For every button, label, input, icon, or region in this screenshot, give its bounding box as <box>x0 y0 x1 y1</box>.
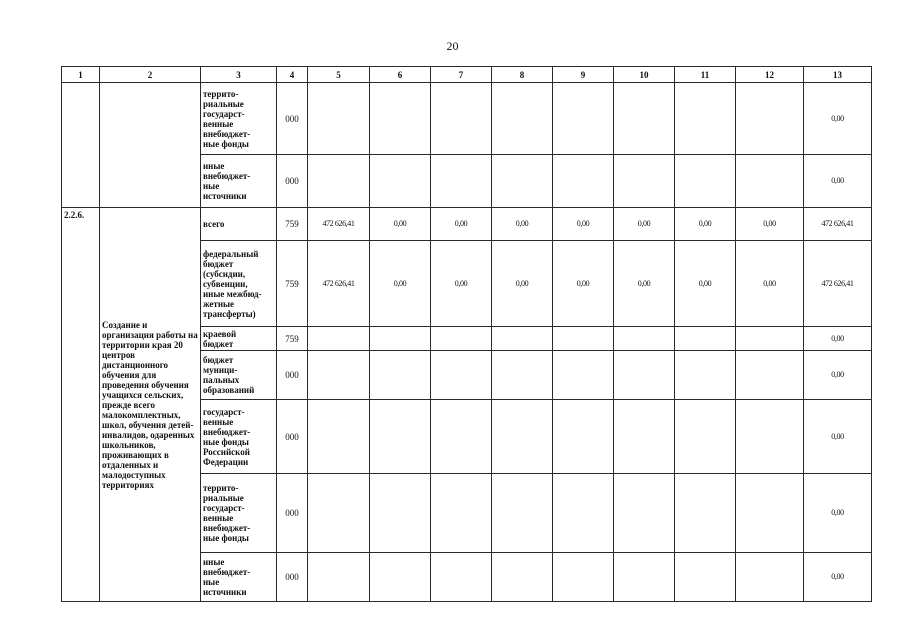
item-name: Создание и организация работы на территории края 20 центров дистанционного обучения для проведения обучения учащихся сельских, прежде всего малокомплектных, школ, обучения детей-инвалидов, одаренных школьников, проживающих в отдаленных и малодоступных территориях <box>100 208 201 602</box>
value-cell <box>370 400 431 474</box>
value-cell <box>614 553 675 602</box>
value-cell: 0,00 <box>675 241 736 327</box>
value-cell <box>370 553 431 602</box>
code-cell: 000 <box>277 400 308 474</box>
value-cell: 0,00 <box>675 208 736 241</box>
value-cell <box>553 327 614 351</box>
column-header: 1 <box>62 67 100 83</box>
column-header: 7 <box>431 67 492 83</box>
value-cell: 0,00 <box>431 208 492 241</box>
value-cell <box>492 553 553 602</box>
code-cell: 000 <box>277 553 308 602</box>
item-name-cell <box>100 83 201 208</box>
value-cell <box>614 351 675 400</box>
value-cell <box>614 83 675 155</box>
value-cell <box>492 83 553 155</box>
value-cell <box>492 474 553 553</box>
value-cell <box>736 327 804 351</box>
value-cell <box>431 351 492 400</box>
column-header: 5 <box>308 67 370 83</box>
value-cell <box>431 474 492 553</box>
funding-source-cell: краевой бюджет <box>201 327 277 351</box>
value-cell <box>553 474 614 553</box>
value-cell <box>553 155 614 208</box>
funding-source-cell: бюджет муници- пальных образований <box>201 351 277 400</box>
value-cell <box>308 474 370 553</box>
value-cell <box>431 553 492 602</box>
value-cell <box>492 351 553 400</box>
item-number: 2.2.6. <box>62 208 100 602</box>
code-cell: 000 <box>277 83 308 155</box>
column-header: 10 <box>614 67 675 83</box>
item-number-cell <box>62 83 100 208</box>
value-cell <box>736 155 804 208</box>
total-cell: 472 626,41 <box>804 241 872 327</box>
value-cell <box>675 553 736 602</box>
value-cell <box>431 400 492 474</box>
value-cell <box>675 83 736 155</box>
value-cell <box>308 553 370 602</box>
value-cell <box>736 400 804 474</box>
value-cell <box>736 83 804 155</box>
funding-source-cell: террито- риальные государст- венные внебюджет- ные фонды <box>201 83 277 155</box>
value-cell: 0,00 <box>431 241 492 327</box>
value-cell <box>614 400 675 474</box>
value-cell: 0,00 <box>370 241 431 327</box>
value-cell: 0,00 <box>492 241 553 327</box>
value-cell <box>675 474 736 553</box>
value-cell <box>675 327 736 351</box>
value-cell: 0,00 <box>553 208 614 241</box>
funding-source-cell: террито- риальные государст- венные внебюджет- ные фонды <box>201 474 277 553</box>
value-cell <box>370 83 431 155</box>
code-cell: 000 <box>277 155 308 208</box>
funding-source-cell: иные внебюджет- ные источники <box>201 155 277 208</box>
value-cell <box>308 83 370 155</box>
value-cell <box>553 351 614 400</box>
value-cell <box>431 83 492 155</box>
value-cell: 472 626,41 <box>308 241 370 327</box>
total-cell: 472 626,41 <box>804 208 872 241</box>
value-cell <box>553 400 614 474</box>
funding-source-cell: федеральный бюджет (субсидии, субвенции, иные межбюд- жетные трансферты) <box>201 241 277 327</box>
funding-source-cell: государст- венные внебюджет- ные фонды Российской Федерации <box>201 400 277 474</box>
value-cell: 0,00 <box>553 241 614 327</box>
value-cell: 0,00 <box>736 208 804 241</box>
value-cell <box>308 351 370 400</box>
value-cell: 0,00 <box>614 241 675 327</box>
total-cell: 0,00 <box>804 83 872 155</box>
value-cell <box>370 351 431 400</box>
total-cell: 0,00 <box>804 327 872 351</box>
value-cell <box>614 474 675 553</box>
value-cell <box>308 327 370 351</box>
header-row <box>62 67 872 83</box>
value-cell <box>492 327 553 351</box>
column-header: 8 <box>492 67 553 83</box>
column-header: 9 <box>553 67 614 83</box>
value-cell <box>736 474 804 553</box>
total-cell: 0,00 <box>804 474 872 553</box>
column-header: 11 <box>675 67 736 83</box>
table-row <box>62 208 872 241</box>
total-cell: 0,00 <box>804 553 872 602</box>
value-cell: 0,00 <box>736 241 804 327</box>
value-cell: 472 626,41 <box>308 208 370 241</box>
code-cell: 000 <box>277 474 308 553</box>
value-cell <box>553 553 614 602</box>
value-cell <box>431 327 492 351</box>
value-cell <box>675 400 736 474</box>
value-cell <box>308 400 370 474</box>
code-cell: 759 <box>277 208 308 241</box>
value-cell <box>431 155 492 208</box>
code-cell: 759 <box>277 241 308 327</box>
code-cell: 759 <box>277 327 308 351</box>
page-number: 20 <box>446 39 459 53</box>
total-cell: 0,00 <box>804 400 872 474</box>
value-cell <box>675 351 736 400</box>
code-cell: 000 <box>277 351 308 400</box>
budget-table <box>61 66 872 602</box>
total-cell: 0,00 <box>804 351 872 400</box>
column-header: 4 <box>277 67 308 83</box>
value-cell: 0,00 <box>614 208 675 241</box>
column-header: 2 <box>100 67 201 83</box>
value-cell <box>675 155 736 208</box>
table-row <box>62 83 872 155</box>
funding-source-cell: иные внебюджет- ные источники <box>201 553 277 602</box>
value-cell: 0,00 <box>492 208 553 241</box>
value-cell <box>736 351 804 400</box>
value-cell <box>736 553 804 602</box>
column-header: 3 <box>201 67 277 83</box>
column-header: 12 <box>736 67 804 83</box>
value-cell <box>614 327 675 351</box>
value-cell <box>370 474 431 553</box>
funding-source-cell: всего <box>201 208 277 241</box>
value-cell: 0,00 <box>370 208 431 241</box>
column-header: 6 <box>370 67 431 83</box>
column-header: 13 <box>804 67 872 83</box>
value-cell <box>492 400 553 474</box>
value-cell <box>614 155 675 208</box>
value-cell <box>370 327 431 351</box>
value-cell <box>553 83 614 155</box>
total-cell: 0,00 <box>804 155 872 208</box>
value-cell <box>492 155 553 208</box>
value-cell <box>370 155 431 208</box>
value-cell <box>308 155 370 208</box>
